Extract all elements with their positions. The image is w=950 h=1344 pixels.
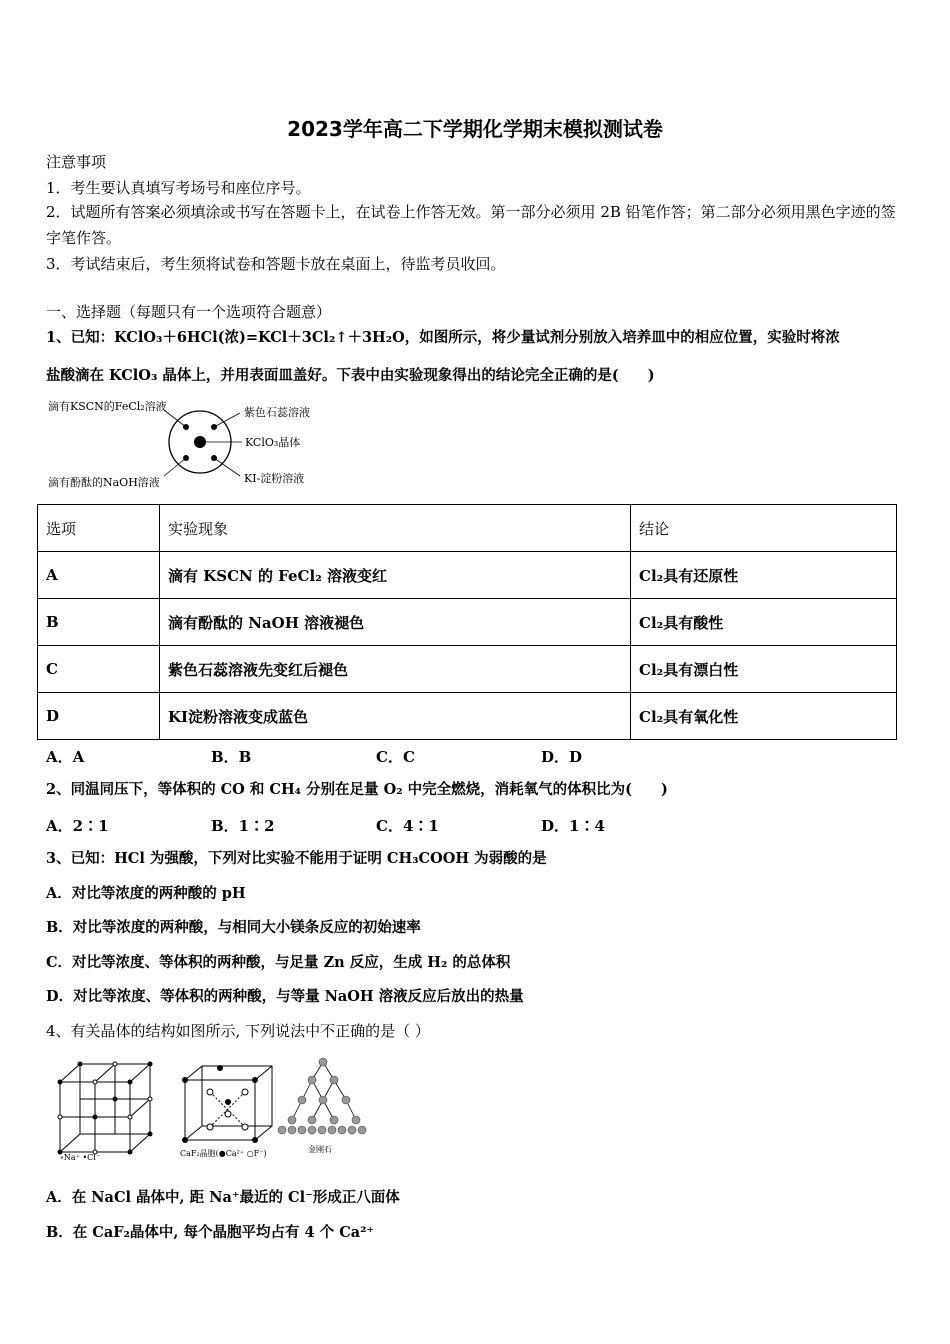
label-kclo3: KClO₃晶体 [245, 436, 301, 449]
kclo3-dot [194, 436, 206, 448]
table-header: 结论 [631, 505, 897, 552]
q2-choices [46, 815, 706, 836]
q1-table [37, 504, 897, 740]
crystal-figures [50, 1052, 380, 1162]
choice-c[interactable]: C．C [376, 748, 415, 766]
diamond-label: 金刚石 [308, 1145, 332, 1154]
q4-option-a[interactable]: A．在 NaCl 晶体中, 距 Na⁺最近的 Cl⁻形成正八面体 [46, 1189, 400, 1206]
label-litmus: 紫色石蕊溶液 [244, 406, 310, 419]
table-cell: C [38, 646, 160, 693]
table-row [38, 599, 897, 646]
table-cell: Cl₂具有氧化性 [631, 693, 897, 740]
label-naoh: 滴有酚酞的NaOH溶液 [48, 476, 160, 489]
q4-stem: 4、有关晶体的结构如图所示, 下列说法中不正确的是（ ） [46, 1022, 430, 1040]
q3-option-c[interactable]: C．对比等浓度、等体积的两种酸，与足量 Zn 反应，生成 H₂ 的总体积 [46, 954, 511, 971]
q3-stem: 3、已知：HCl 为强酸，下列对比实验不能用于证明 CH₃COOH 为弱酸的是 [46, 850, 547, 867]
diamond-bonds [292, 1062, 356, 1120]
caf2-ca-ions [182, 1065, 258, 1143]
nacl-ions [58, 1062, 153, 1155]
table-cell: 滴有酚酞的 NaOH 溶液褪色 [160, 599, 631, 646]
table-header-row [38, 505, 897, 552]
choice-c[interactable]: C．4∶1 [376, 817, 439, 835]
table-cell: D [38, 693, 160, 740]
table-cell: 紫色石蕊溶液先变红后褪色 [160, 646, 631, 693]
section-heading: 一、选择题（每题只有一个选项符合题意） [46, 303, 332, 321]
q1-choices [46, 746, 706, 767]
table-cell: B [38, 599, 160, 646]
nacl-ions-open [58, 1062, 152, 1154]
caf2-legend: CaF₂晶胞(●Ca²⁺ ○F⁻) [180, 1149, 267, 1158]
table-header: 选项 [38, 505, 160, 552]
table-cell: Cl₂具有酸性 [631, 599, 897, 646]
q1-stem-line2: 盐酸滴在 KClO₃ 晶体上，并用表面皿盖好。下表中由实验现象得出的结论完全正确的是( ) [46, 367, 655, 384]
label-ki: KI-淀粉溶液 [244, 472, 305, 485]
table-cell: KI淀粉溶液变成蓝色 [160, 693, 631, 740]
nacl-legend: ∘Na⁺ •Cl⁻ [60, 1153, 101, 1162]
q4-option-b[interactable]: B．在 CaF₂晶体中, 每个晶胞平均占有 4 个 Ca²⁺ [46, 1224, 375, 1241]
table-cell: A [38, 552, 160, 599]
table-row [38, 693, 897, 740]
q2-stem: 2、同温同压下，等体积的 CO 和 CH₄ 分别在足量 O₂ 中完全燃烧，消耗氧气的体积比为( ) [46, 781, 668, 798]
choice-d[interactable]: D．D [541, 748, 583, 766]
notice-heading: 注意事项 [46, 153, 107, 171]
choice-a[interactable]: A．2∶1 [46, 817, 109, 835]
table-cell: 滴有 KSCN 的 FeCl₂ 溶液变红 [160, 552, 631, 599]
q3-option-b[interactable]: B．对比等浓度的两种酸，与相同大小镁条反应的初始速率 [46, 919, 421, 936]
table-row [38, 552, 897, 599]
label-fecl2: 滴有KSCN的FeCl₂溶液 [48, 400, 167, 413]
choice-b[interactable]: B．B [211, 748, 252, 766]
choice-d[interactable]: D．1∶4 [541, 817, 605, 835]
q3-option-d[interactable]: D．对比等浓度、等体积的两种酸，与等量 NaOH 溶液反应后放出的热量 [46, 988, 524, 1005]
table-header: 实验现象 [160, 505, 631, 552]
q3-option-a[interactable]: A．对比等浓度的两种酸的 pH [46, 885, 246, 902]
notice-item: 2．试题所有答案必须填涂或书写在答题卡上，在试卷上作答无效。第一部分必须用 2B 铅笔作答；第二部分必须用黑色字迹的签字笔作答。 [46, 203, 896, 247]
q1-stem-line1: 1、已知：KClO₃＋6HCl(浓)=KCl＋3Cl₂↑＋3H₂O，如图所示，将少量试剂分别放入培养皿中的相应位置，实验时将浓 [46, 329, 840, 346]
choice-a[interactable]: A．A [46, 748, 85, 766]
nacl-cell [60, 1064, 150, 1152]
table-cell: Cl₂具有还原性 [631, 552, 897, 599]
notice-item: 3．考试结束后，考生须将试卷和答题卡放在桌面上，待监考员收回。 [46, 255, 506, 273]
diamond-atoms [278, 1058, 366, 1134]
table-cell: Cl₂具有漂白性 [631, 646, 897, 693]
page-title: 2023学年高二下学期化学期末模拟测试卷 [287, 117, 663, 141]
notice-item: 1．考生要认真填写考场号和座位序号。 [46, 179, 311, 197]
choice-b[interactable]: B．1∶2 [211, 817, 275, 835]
petri-dish-figure [46, 396, 346, 492]
table-row [38, 646, 897, 693]
